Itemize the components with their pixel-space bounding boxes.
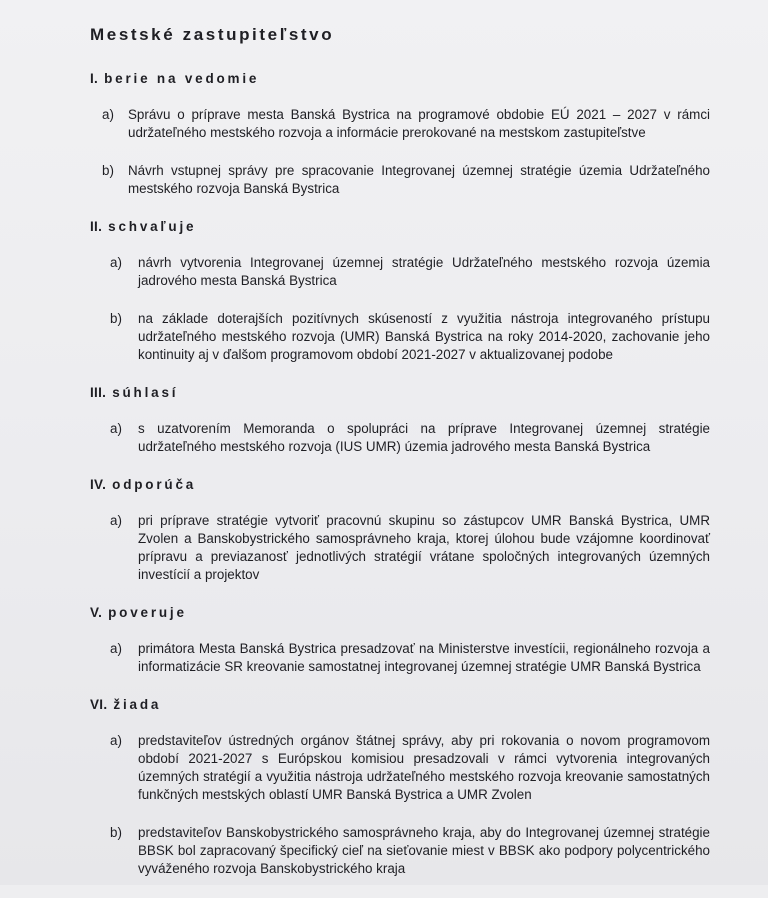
section-heading [90,70,710,88]
list-item [90,732,710,804]
item-label: a) [110,255,122,270]
item-text-line: Zvolen a Banskobystrického samosprávneho kraja, ktorej úlohou bude vzájomne koordinovať [138,531,710,546]
section-heading [90,218,710,236]
list-item [90,824,710,878]
sections-container [90,70,710,878]
list-item [90,512,710,584]
section-heading-text: schvaľuje [108,219,197,234]
list-item [90,106,710,142]
item-text-line: primátora Mesta Banská Bystrica presadzovať na Ministerstve investícii, regionálneho rozvoja [138,641,699,656]
item-text-line: udržateľného mestského rozvoja a informácie prerokované na mestskom zastupiteľstve [128,125,646,140]
list-item [90,640,710,676]
item-label: a) [110,641,122,656]
item-text-line: s uzatvorením Memoranda o spolupráci na príprave Integrovanej územnej stratégie [138,421,710,436]
item-label: a) [110,733,122,748]
item-text-line: a informatizácie SR kreovanie samostatnej integrovanej územnej stratégie UMR Banská [138,641,710,674]
item-text-line: udržateľného mestského rozvoja (IUS UMR) územia jadrového mesta Banská Bystrica [138,439,651,454]
section-heading [90,384,710,402]
item-text-line: predstaviteľov ústredných orgánov štátnej správy, aby pri rokovania o novom programovom [138,733,710,748]
item-text-line: Návrh vstupnej správy pre spracovanie Integrovanej územnej stratégie územia Udržateľného [128,163,710,178]
section-heading-text: žiada [113,697,162,712]
section-number: V. [90,605,103,620]
item-text-line: predstaviteľov Banskobystrického samosprávneho kraja, aby do Integrovanej územnej [138,825,655,840]
item-text-line: pri príprave stratégie vytvoriť pracovnú skupinu so zástupcov UMR Banská Bystrica, UMR [138,513,710,528]
item-text-line: polycentrického vyváženého rozvoja Banskobystrického kraja [138,843,710,876]
item-label: b) [110,825,122,840]
item-text-line: mestského rozvoja Banská Bystrica [128,181,340,196]
list-item [90,162,710,198]
section-heading-text: súhlasí [112,385,179,400]
section-number: II. [90,219,103,234]
section-5 [90,604,710,676]
list-item [90,310,710,364]
item-text-line: Správu o príprave mesta Banská Bystrica na programové obdobie EÚ 2021 – 2027 v rámci [128,107,710,122]
item-text-line: na základe doterajších pozitívnych skúseností z využitia nástroja integrovaného prístupu [138,311,710,326]
item-text-line: stratégie BBSK bol zapracovaný špecifický cieľ na sieťovanie miest v BBSK ako podpory [138,825,710,858]
item-text-line: udržateľného mestského rozvoja (UMR) Banská Bystrica na roky 2014-2020, zachovanie jeho [138,329,710,344]
item-text-line: prípravu a previazanosť jednotlivých stratégií vrátane spoločných integrovaných územných [138,549,710,564]
section-4 [90,476,710,584]
item-text-line: investícií a projektov [138,567,260,582]
item-text-line: územných stratégií a využitia nástroja udržateľného mestského rozvoja kreovanie [138,769,624,784]
item-text-line: kontinuity aj v ďalšom programovom období 2021-2027 v aktualizovanej podobe [138,347,613,362]
section-2 [90,218,710,364]
section-number: VI. [90,697,108,712]
section-number: IV. [90,477,107,492]
item-label: b) [102,163,114,178]
item-label: a) [110,421,122,436]
section-heading [90,476,710,494]
item-label: a) [110,513,122,528]
section-number: I. [90,71,99,86]
section-heading-text: odporúča [112,477,197,492]
list-item [90,420,710,456]
item-label: b) [110,311,122,326]
section-3 [90,384,710,456]
document-title: Mestské zastupiteľstvo [90,25,335,44]
item-text-line: Bystrica [653,659,701,674]
item-text-line: návrh vytvorenia Integrovanej územnej stratégie Udržateľného mestského rozvoja územia [138,255,710,270]
section-number: III. [90,385,107,400]
section-heading-text: berie na vedomie [104,71,260,86]
section-6 [90,696,710,878]
section-1 [90,70,710,198]
item-text-line: samostatných funkčných mestských oblastí UMR Banská Bystrica a UMR Zvolen [138,769,710,802]
section-heading [90,604,710,622]
item-text-line: období 2021-2027 s Európskou komisiou presadzovali v rámci vytvorenia integrovaných [138,751,710,766]
item-label: a) [102,107,114,122]
resolution-document [90,24,710,898]
section-heading [90,696,710,714]
item-text-line: jadrového mesta Banská Bystrica [138,273,337,288]
section-heading-text: poveruje [108,605,187,620]
list-item [90,254,710,290]
